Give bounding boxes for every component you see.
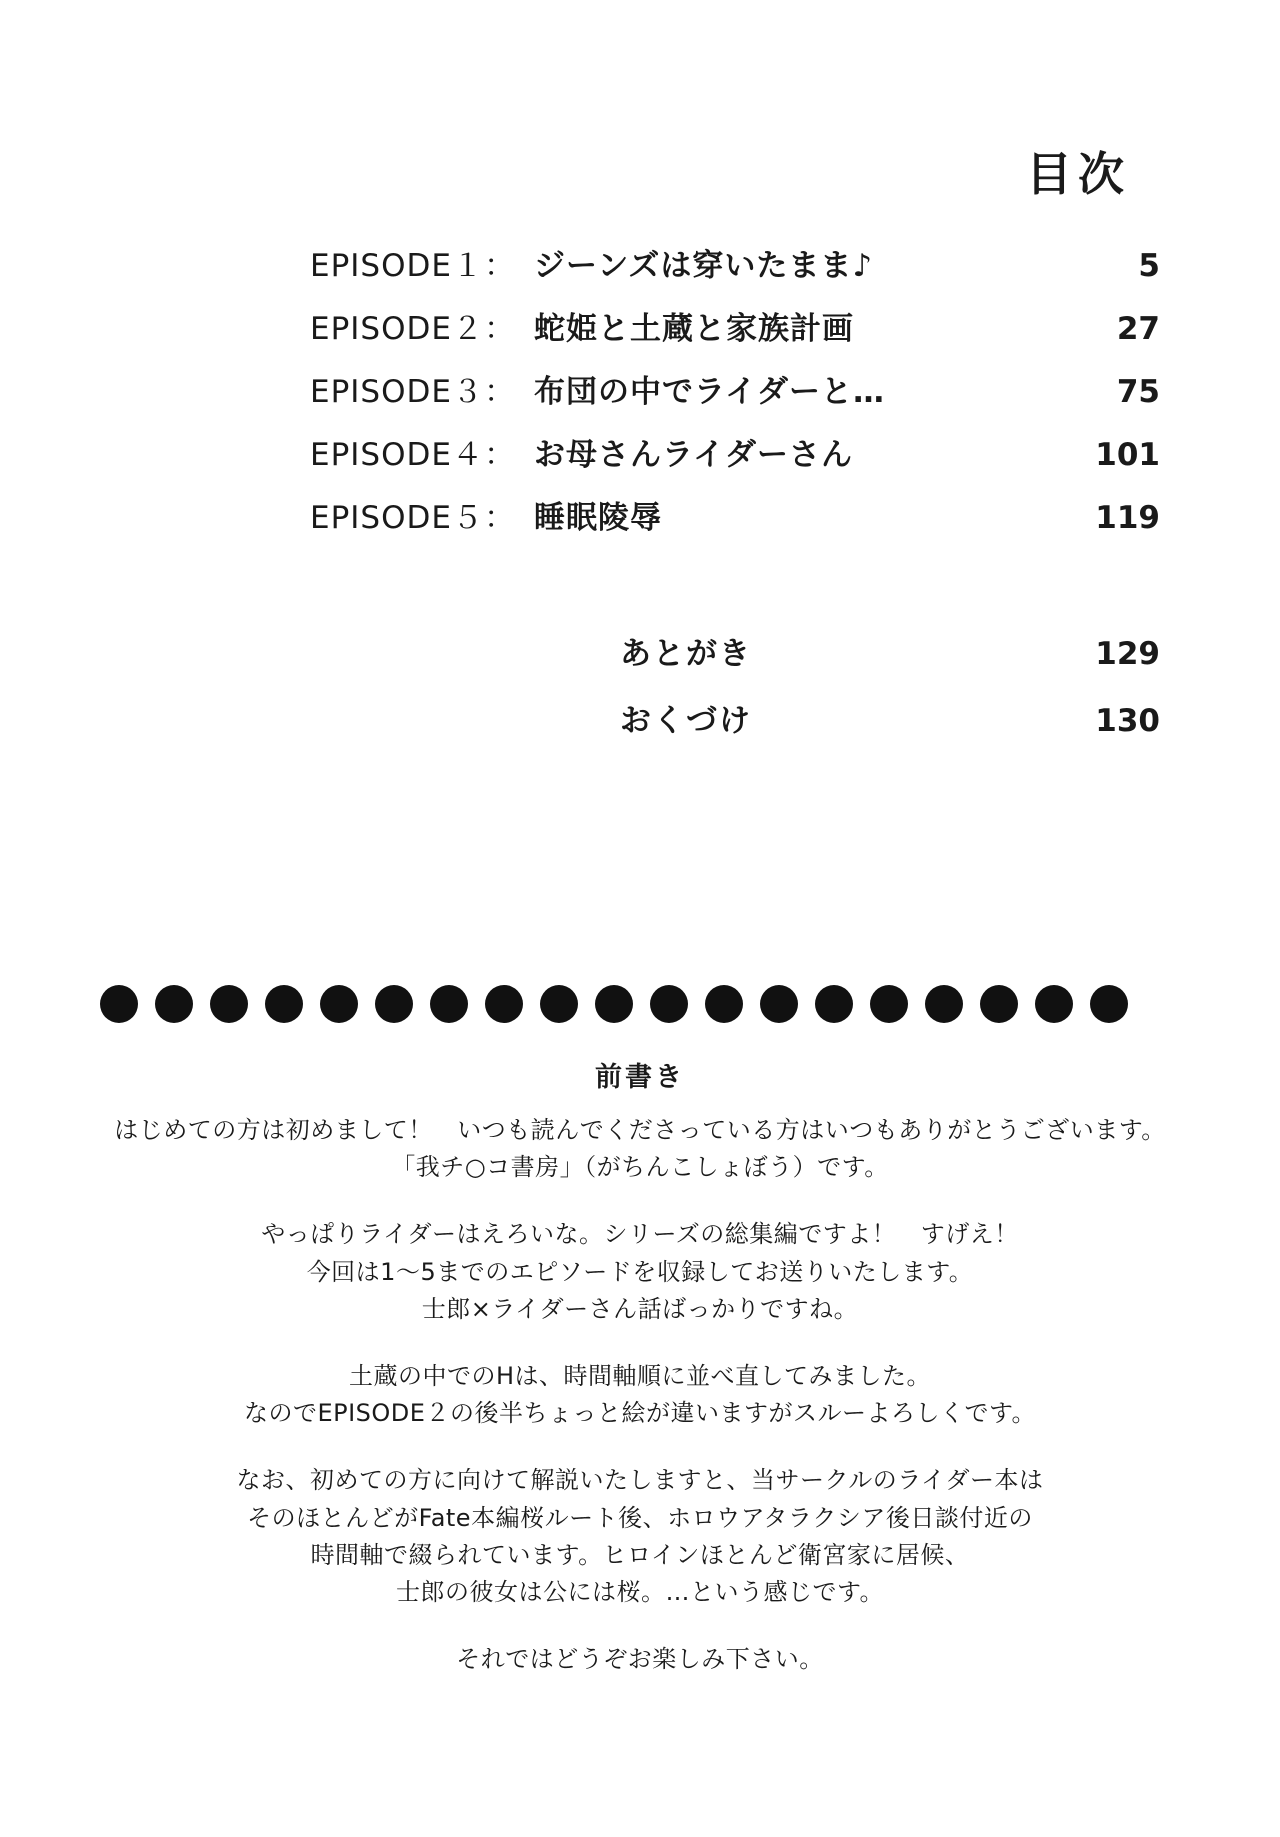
list-item xyxy=(0,492,1160,537)
toc-entry-title: おくづけ xyxy=(620,703,752,739)
toc-page-number: 130 xyxy=(1095,703,1160,739)
divider-dot-icon xyxy=(320,985,358,1023)
list-item xyxy=(0,366,1160,411)
preface-line: なのでEPISODE２の後半ちょっと絵が違いますがスルーよろしくです。 xyxy=(243,1399,1037,1428)
preface-title: 前書き xyxy=(595,1062,685,1093)
preface-line: 士郎の彼女は公には桜。…という感じです。 xyxy=(395,1577,885,1606)
divider-dot-icon xyxy=(265,985,303,1023)
preface-line: そのほとんどがFate本編桜ルート後、ホロウアタラクシア後日談付近の xyxy=(247,1503,1033,1532)
preface-line: やっぱりライダーはえろいな。シリーズの総集編ですよ！ すげえ！ xyxy=(261,1220,1019,1249)
divider-dot-icon xyxy=(1090,985,1128,1023)
preface-line: 今回は1〜5までのエピソードを収録してお送りいたします。 xyxy=(306,1257,974,1286)
preface-paragraph xyxy=(0,1216,1280,1328)
dot-divider xyxy=(100,985,1180,1023)
toc-episode-label: EPISODE３： xyxy=(310,374,516,410)
divider-dot-icon xyxy=(210,985,248,1023)
toc-episode-label: EPISODE１： xyxy=(310,248,516,284)
divider-dot-icon xyxy=(430,985,468,1023)
toc-episode-label: EPISODE４： xyxy=(310,437,516,473)
preface-line: なお、初めての方に向けて解説いたしますと、当サークルのライダー本は xyxy=(236,1466,1044,1495)
toc-page-number: 119 xyxy=(1095,500,1160,536)
toc-entry-title: 布団の中でライダーと… xyxy=(533,374,886,410)
toc-page-number: 101 xyxy=(1095,437,1160,473)
divider-dot-icon xyxy=(485,985,523,1023)
toc-episode-label: EPISODE２： xyxy=(310,311,516,347)
divider-dot-icon xyxy=(815,985,853,1023)
preface-line: 「我チ○コ書房」（がちんこしょぼう）です。 xyxy=(391,1153,889,1182)
table-of-contents-extras xyxy=(0,628,1160,762)
divider-dot-icon xyxy=(100,985,138,1023)
toc-page-number: 129 xyxy=(1095,636,1160,672)
toc-entry-title: お母さんライダーさん xyxy=(533,437,854,473)
divider-dot-icon xyxy=(1035,985,1073,1023)
preface-paragraph xyxy=(0,1641,1280,1678)
toc-entry-title: 蛇姫と土蔵と家族計画 xyxy=(533,311,854,347)
preface-line: 士郎×ライダーさん話ばっかりですね。 xyxy=(421,1294,859,1323)
toc-page-number: 75 xyxy=(1116,374,1160,410)
divider-dot-icon xyxy=(650,985,688,1023)
list-item xyxy=(0,628,1160,673)
divider-dot-icon xyxy=(980,985,1018,1023)
toc-page-number: 5 xyxy=(1138,248,1160,284)
list-item xyxy=(0,429,1160,474)
page-title: 目次 xyxy=(1026,147,1130,201)
toc-page-number: 27 xyxy=(1116,311,1160,347)
toc-episode-label: EPISODE５： xyxy=(310,500,516,536)
list-item xyxy=(0,303,1160,348)
preface-paragraph xyxy=(0,1462,1280,1611)
divider-dot-icon xyxy=(760,985,798,1023)
divider-dot-icon xyxy=(705,985,743,1023)
preface-line: 時間軸で綴られています。ヒロインほとんど衛宮家に居候、 xyxy=(310,1540,970,1569)
divider-dot-icon xyxy=(155,985,193,1023)
preface-paragraph xyxy=(0,1112,1280,1186)
divider-dot-icon xyxy=(540,985,578,1023)
toc-entry-title: 睡眠陵辱 xyxy=(533,500,662,536)
list-item xyxy=(0,240,1160,285)
list-item xyxy=(0,695,1160,740)
divider-dot-icon xyxy=(595,985,633,1023)
table-of-contents xyxy=(0,240,1160,555)
preface-line: 土蔵の中でのHは、時間軸順に並べ直してみました。 xyxy=(348,1361,932,1390)
divider-dot-icon xyxy=(375,985,413,1023)
preface-line: はじめての方は初めまして！ いつも読んでくださっている方はいつもありがとうございます。 xyxy=(114,1116,1166,1144)
toc-entry-title: あとがき xyxy=(620,636,752,672)
preface-paragraph xyxy=(0,1358,1280,1432)
preface-section xyxy=(0,1055,1280,1708)
divider-dot-icon xyxy=(925,985,963,1023)
preface-line: それではどうぞお楽しみ下さい。 xyxy=(456,1645,824,1674)
toc-entry-title: ジーンズは穿いたまま♪ xyxy=(533,248,874,284)
divider-dot-icon xyxy=(870,985,908,1023)
